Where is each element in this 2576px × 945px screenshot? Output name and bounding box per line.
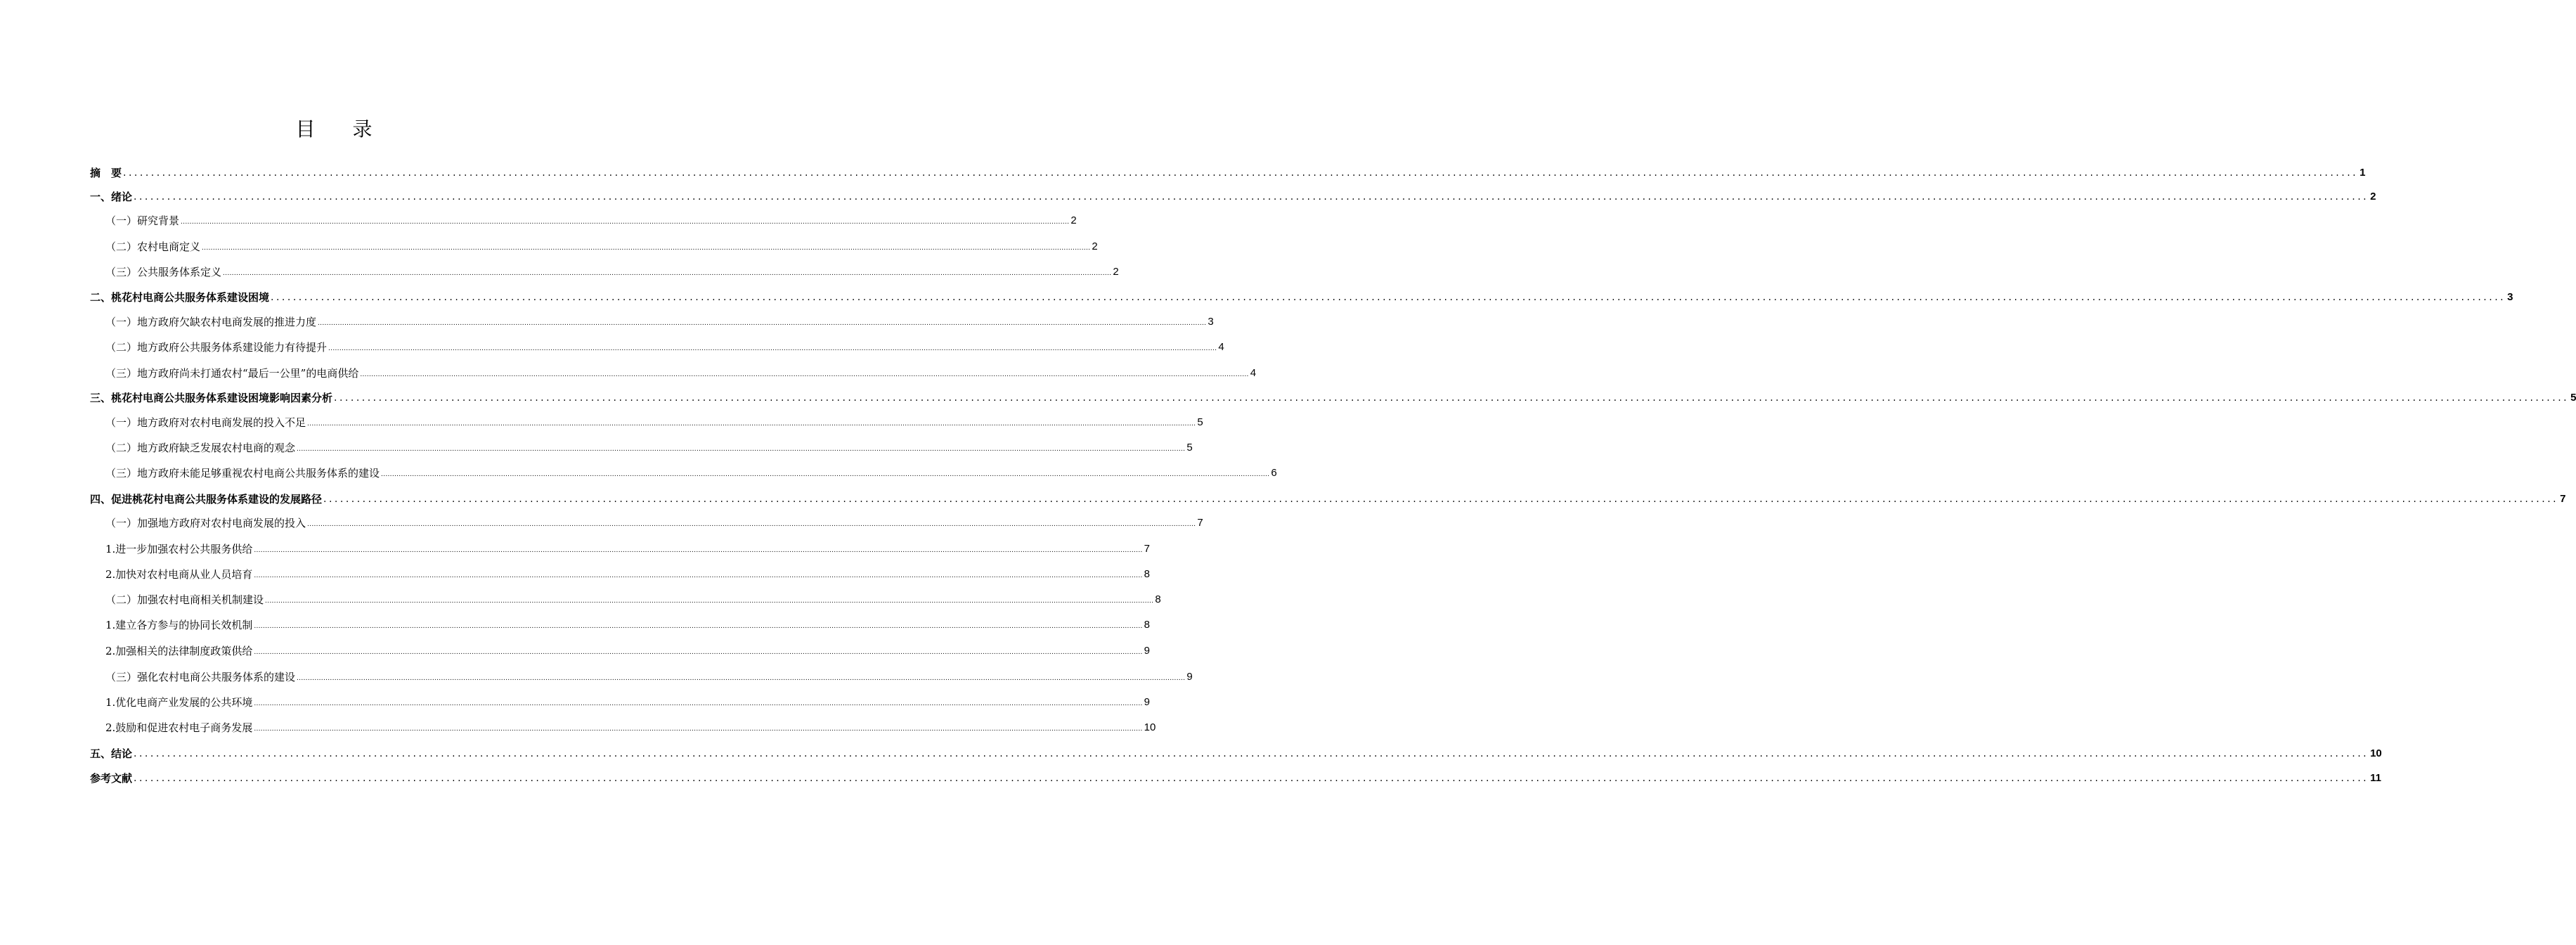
dot-leader: ................................................................................................................................................................................................................................................................................................................................................................................................................ [271, 292, 2506, 303]
toc-entry[interactable] [90, 539, 1151, 556]
dot-leader: ................................................................................................................................................................................................................................................................................................................................................................................................................ [334, 392, 2570, 404]
toc-entry-label: 二、桃花村电商公共服务体系建设困境 [90, 291, 270, 304]
toc-entry[interactable] [90, 438, 1193, 455]
toc-entry-page-number: 2 [1070, 214, 1077, 226]
toc-entry-page-number: 5 [1186, 442, 1193, 454]
toc-entry-label: （二）地方政府公共服务体系建设能力有待提升 [105, 341, 328, 354]
toc-entry-page-number: 5 [2570, 392, 2576, 404]
toc-entry-label: 参考文献 [90, 772, 133, 785]
toc-entry[interactable] [90, 338, 1224, 354]
toc-entry-page-number: 9 [1144, 696, 1151, 708]
dot-leader: ................................................................................................................................................................................................................................................................................................................................................................................................................ [134, 191, 2369, 202]
dot-leader: ................................................................................................................................................................................................................................................................................................................................................................................................................ [181, 219, 1070, 226]
toc-entry-label: 1.优化电商产业发展的公共环境 [105, 696, 253, 709]
toc-entry-label: （三）地方政府尚未打通农村“最后一公里”的电商供给 [105, 367, 359, 380]
dot-leader: ................................................................................................................................................................................................................................................................................................................................................................................................................ [265, 598, 1154, 605]
toc-entry-label: （三）地方政府未能足够重视农村电商公共服务体系的建设 [105, 467, 380, 480]
dot-leader: ................................................................................................................................................................................................................................................................................................................................................................................................................ [307, 521, 1196, 528]
toc-entry-page-number: 8 [1155, 593, 1161, 605]
dot-leader: ................................................................................................................................................................................................................................................................................................................................................................................................................ [134, 748, 2369, 759]
toc-entry[interactable] [90, 769, 2381, 785]
toc-entry[interactable] [90, 565, 1151, 581]
dot-leader: ................................................................................................................................................................................................................................................................................................................................................................................................................ [318, 320, 1207, 327]
toc-entry-label: 1.建立各方参与的协同长效机制 [105, 619, 253, 631]
toc-entry-label: （三）公共服务体系定义 [105, 266, 222, 278]
toc-entry[interactable] [90, 489, 2566, 506]
toc-entry-page-number: 9 [1186, 671, 1193, 683]
toc-entry-label: （一）地方政府欠缺农村电商发展的推进力度 [105, 316, 317, 328]
dot-leader: ................................................................................................................................................................................................................................................................................................................................................................................................................ [254, 572, 1143, 579]
toc-entry-label: 1.进一步加强农村公共服务供给 [105, 543, 253, 555]
toc-entry-label: （一）地方政府对农村电商发展的投入不足 [105, 416, 306, 429]
toc-entry-label: （二）加强农村电商相关机制建设 [105, 593, 264, 606]
dot-leader: ................................................................................................................................................................................................................................................................................................................................................................................................................ [323, 494, 2559, 505]
toc-entry-page-number: 4 [1218, 341, 1224, 353]
toc-entry-page-number: 10 [1144, 721, 1156, 733]
toc-entry-label: （二）地方政府缺乏发展农村电商的观念 [105, 442, 296, 454]
toc-entry-label: 四、促进桃花村电商公共服务体系建设的发展路径 [90, 493, 323, 506]
toc-entry-page-number: 7 [1197, 517, 1203, 529]
toc-entry-page-number: 11 [2370, 772, 2381, 784]
dot-leader: ................................................................................................................................................................................................................................................................................................................................................................................................................ [254, 726, 1143, 733]
toc-entry-page-number: 9 [1144, 645, 1151, 657]
toc-entry-label: 一、绪论 [90, 191, 133, 203]
toc-entry-page-number: 6 [1271, 467, 1277, 479]
toc-entry[interactable] [90, 513, 1203, 530]
toc-entry[interactable] [90, 413, 1203, 430]
dot-leader: ................................................................................................................................................................................................................................................................................................................................................................................................................ [254, 700, 1143, 707]
toc-entry[interactable] [90, 744, 2382, 761]
dot-leader: ................................................................................................................................................................................................................................................................................................................................................................................................................ [123, 167, 2359, 179]
dot-leader: ................................................................................................................................................................................................................................................................................................................................................................................................................ [360, 371, 1249, 378]
toc-entry-page-number: 8 [1144, 568, 1151, 580]
toc-entry[interactable] [90, 288, 2513, 304]
dot-leader: ................................................................................................................................................................................................................................................................................................................................................................................................................ [202, 245, 1091, 252]
toc-entry[interactable] [90, 615, 1151, 632]
dot-leader: ................................................................................................................................................................................................................................................................................................................................................................................................................ [328, 345, 1217, 352]
toc-entry-label: 三、桃花村电商公共服务体系建设困境影响因素分析 [90, 392, 333, 404]
toc-entry[interactable] [90, 237, 1098, 254]
dot-leader: ................................................................................................................................................................................................................................................................................................................................................................................................................ [134, 773, 2369, 784]
dot-leader: ................................................................................................................................................................................................................................................................................................................................................................................................................ [381, 471, 1270, 478]
toc-entry-page-number: 1 [2360, 167, 2366, 179]
toc-entry[interactable] [90, 463, 1277, 480]
dot-leader: ................................................................................................................................................................................................................................................................................................................................................................................................................ [254, 547, 1143, 554]
toc-entry[interactable] [90, 312, 1214, 329]
toc-entry[interactable] [90, 364, 1257, 380]
dot-leader: ................................................................................................................................................................................................................................................................................................................................................................................................................ [297, 446, 1186, 453]
toc-entry-label: 2.加快对农村电商从业人员培育 [105, 568, 253, 581]
toc-entry-label: （一）研究背景 [105, 214, 180, 227]
toc-entry-page-number: 7 [2560, 493, 2566, 505]
toc-entry-page-number: 3 [2507, 291, 2513, 303]
toc-entry-page-number: 3 [1208, 316, 1214, 328]
toc-entry[interactable] [90, 388, 2576, 405]
toc-entry-page-number: 2 [2370, 191, 2376, 202]
toc-entry[interactable] [90, 187, 2376, 204]
toc-entry[interactable] [90, 667, 1193, 684]
toc-entry-page-number: 7 [1144, 543, 1151, 555]
toc-entry-label: （二）农村电商定义 [105, 240, 201, 253]
toc-entry-label: 2.鼓励和促进农村电子商务发展 [105, 721, 253, 734]
toc-entry-label: （一）加强地方政府对农村电商发展的投入 [105, 517, 306, 529]
toc-entry-page-number: 2 [1113, 266, 1119, 278]
toc-entry[interactable] [90, 693, 1151, 709]
toc-entry[interactable] [90, 262, 1119, 279]
toc-entry[interactable] [90, 163, 2366, 180]
toc-entry-label: （三）强化农村电商公共服务体系的建设 [105, 671, 296, 683]
toc-entry-page-number: 4 [1250, 367, 1257, 379]
dot-leader: ................................................................................................................................................................................................................................................................................................................................................................................................................ [254, 623, 1143, 630]
toc-title: 目 录 [295, 117, 388, 141]
toc-entry-label: 五、结论 [90, 747, 133, 760]
toc-entry[interactable] [90, 211, 1077, 228]
toc-entry-page-number: 10 [2370, 747, 2382, 759]
toc-entry-label: 摘 要 [90, 167, 122, 179]
dot-leader: ................................................................................................................................................................................................................................................................................................................................................................................................................ [307, 420, 1196, 428]
dot-leader: ................................................................................................................................................................................................................................................................................................................................................................................................................ [254, 649, 1143, 656]
toc-entry[interactable] [90, 641, 1151, 658]
dot-leader: ................................................................................................................................................................................................................................................................................................................................................................................................................ [223, 270, 1112, 277]
toc-entry-page-number: 8 [1144, 619, 1151, 631]
toc-entry-page-number: 2 [1092, 240, 1098, 252]
toc-entry-label: 2.加强相关的法律制度政策供给 [105, 645, 253, 657]
dot-leader: ................................................................................................................................................................................................................................................................................................................................................................................................................ [297, 675, 1186, 682]
toc-entry[interactable] [90, 590, 1161, 607]
toc-entry-page-number: 5 [1197, 416, 1203, 428]
toc-entry[interactable] [90, 718, 1156, 735]
